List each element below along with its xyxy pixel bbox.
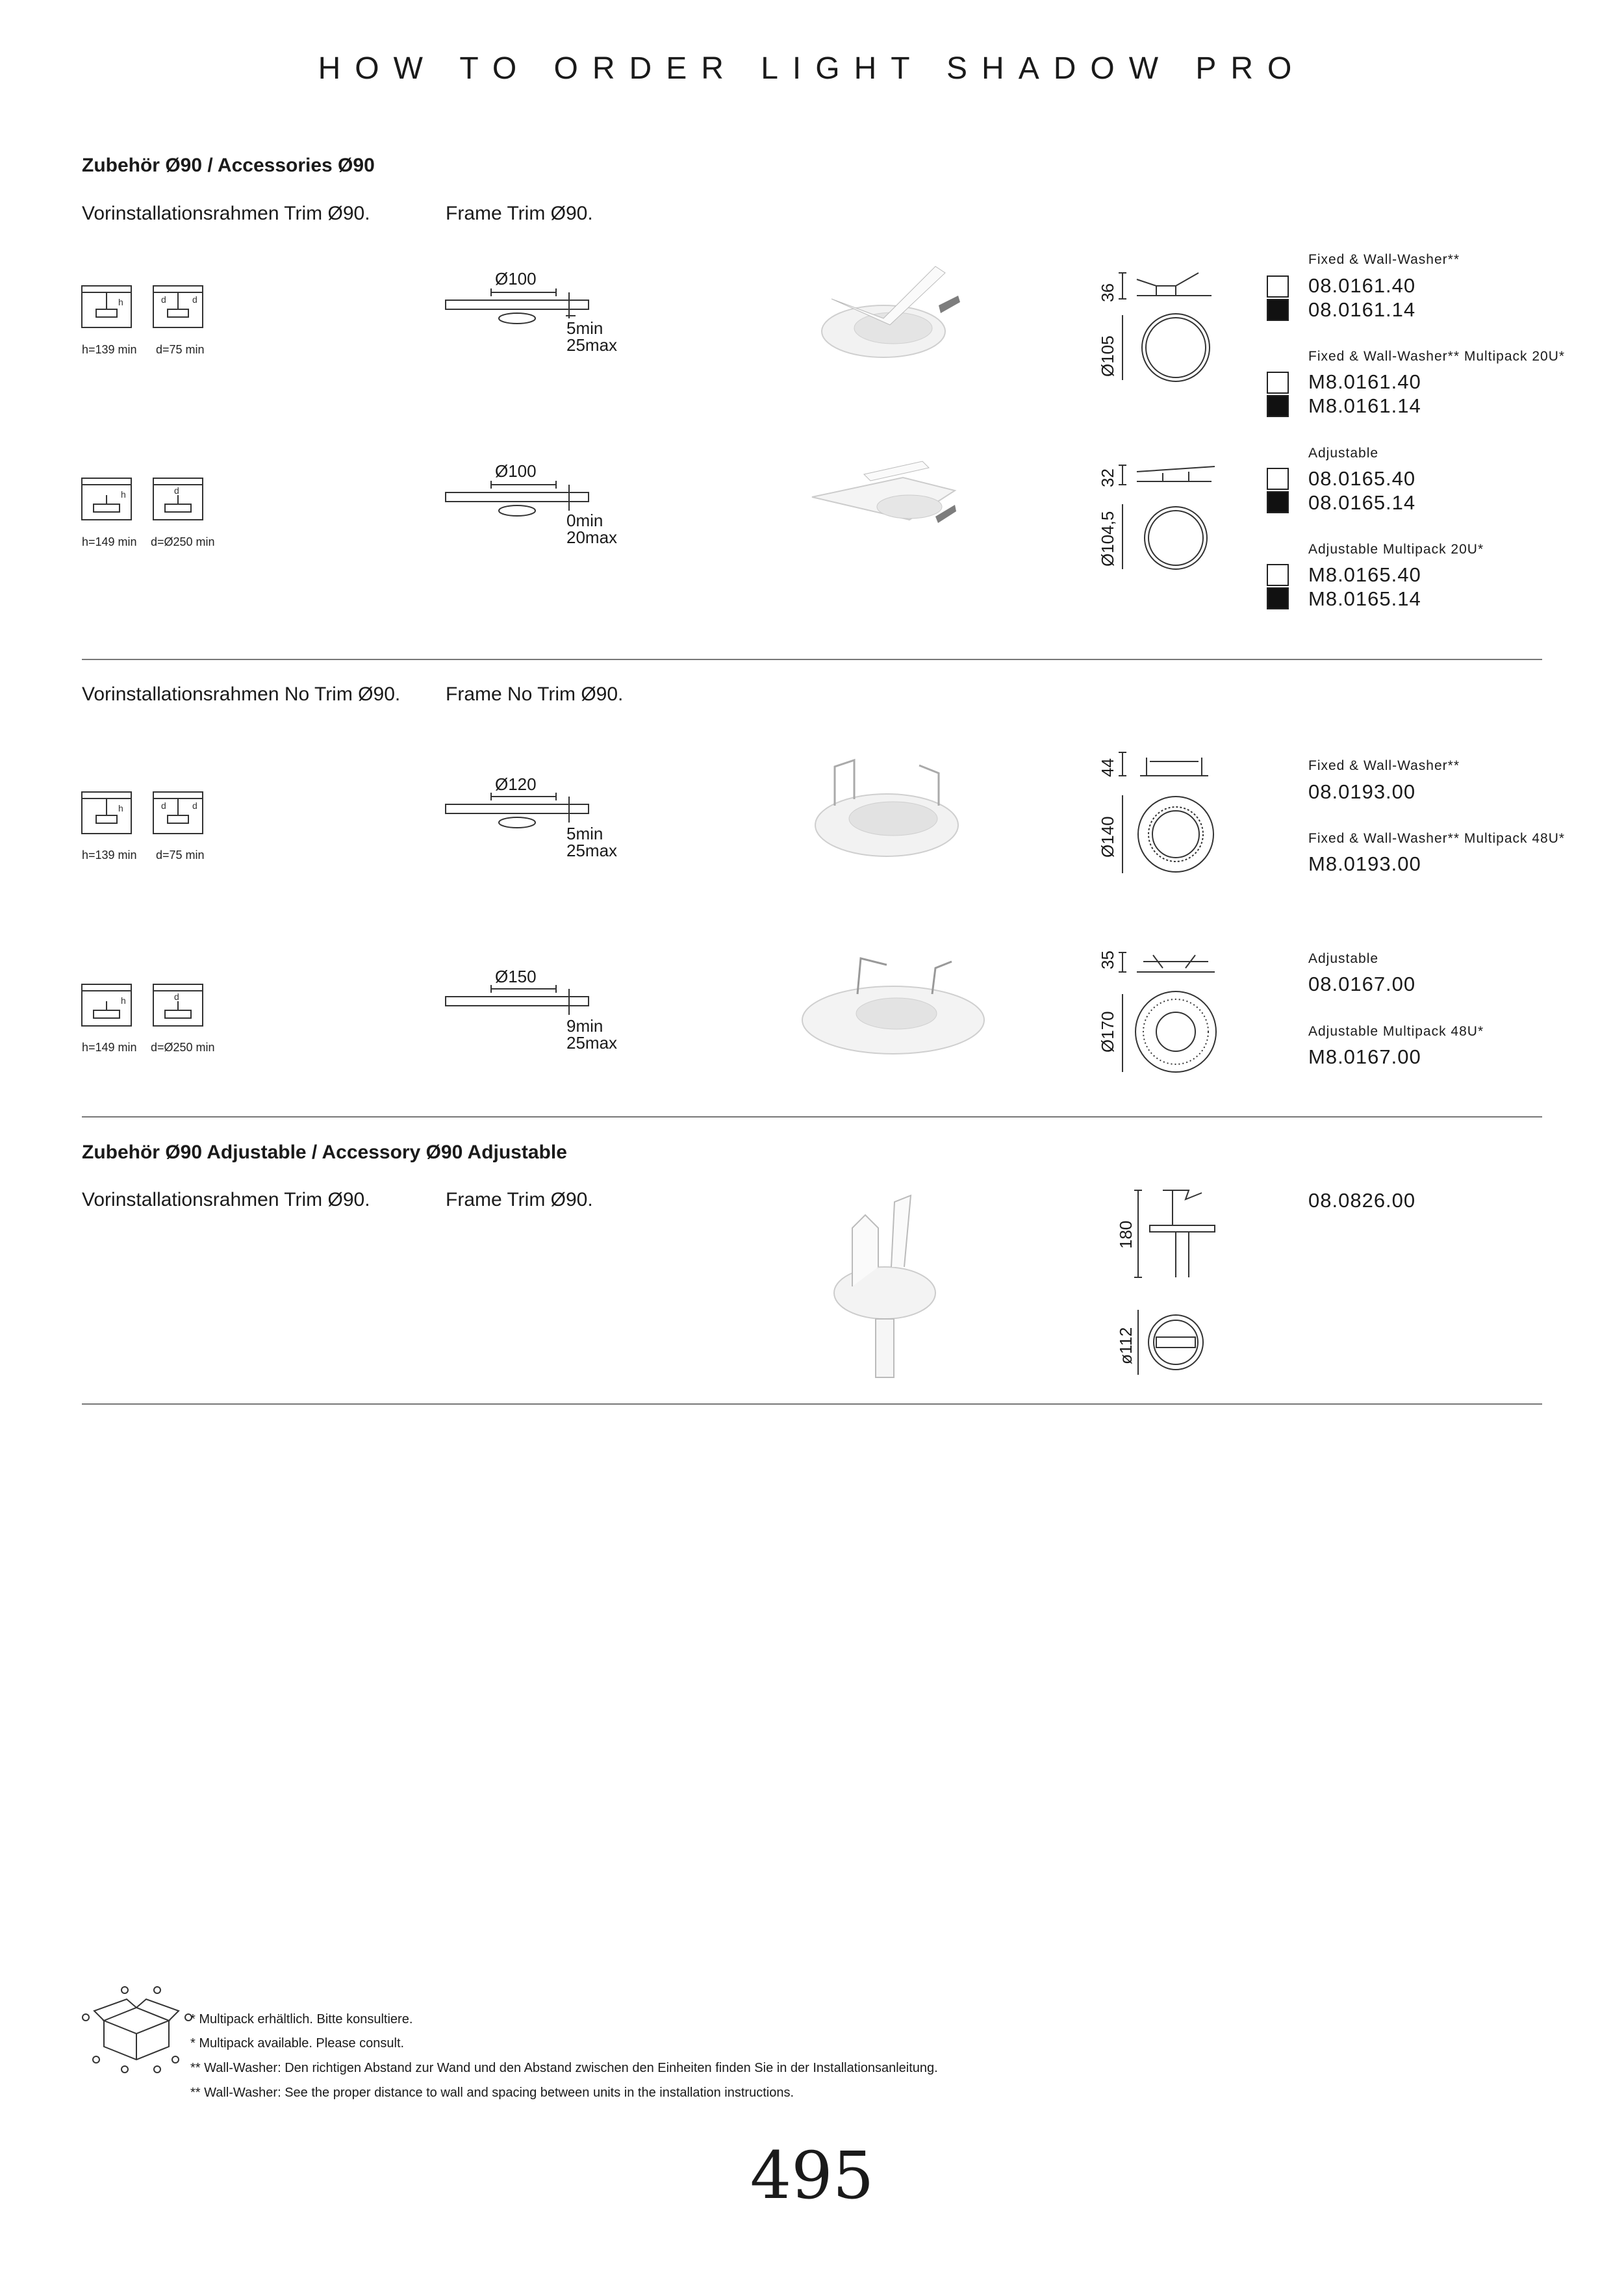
d-min-label: d=75 min <box>156 849 205 862</box>
svg-text:h: h <box>121 995 126 1006</box>
svg-text:d: d <box>161 800 166 811</box>
option-caption: Adjustable <box>1308 446 1379 461</box>
dimension-drawing <box>1104 750 1234 880</box>
order-code: 08.0193.00 <box>1308 780 1416 803</box>
svg-text:d: d <box>174 485 179 496</box>
option-caption: Adjustable Multipack 48U* <box>1308 1024 1484 1039</box>
option-caption: Fixed & Wall-Washer** <box>1308 252 1460 267</box>
black-swatch <box>1267 299 1289 321</box>
section1-label-en: Frame Trim Ø90. <box>446 203 593 224</box>
footnote: * Multipack erhältlich. Bitte konsultiere. <box>190 2012 413 2026</box>
page-number: 495 <box>750 2138 874 2214</box>
svg-text:d: d <box>192 800 197 811</box>
option-caption: Fixed & Wall-Washer** Multipack 20U* <box>1308 349 1566 364</box>
order-code: 08.0167.00 <box>1308 973 1416 995</box>
ceiling-install-icon <box>82 789 218 848</box>
dimension-drawing <box>1104 459 1234 582</box>
diameter-dim: Ø170 <box>1098 1011 1117 1053</box>
section3-label-de: Vorinstallationsrahmen Trim Ø90. <box>82 1189 370 1210</box>
option-caption: Fixed & Wall-Washer** <box>1308 758 1460 773</box>
frame-min: 5min <box>566 824 603 843</box>
diameter-dim: Ø104,5 <box>1098 511 1117 567</box>
product-render <box>809 754 965 864</box>
order-code-black: M8.0161.14 <box>1308 394 1421 417</box>
ceiling-install-icon <box>82 476 218 534</box>
order-code: M8.0193.00 <box>1308 852 1421 875</box>
option-caption: Fixed & Wall-Washer** Multipack 48U* <box>1308 831 1566 846</box>
height-dim: 32 <box>1098 468 1117 487</box>
section1-label-de: Vorinstallationsrahmen Trim Ø90. <box>82 203 370 224</box>
svg-text:h: h <box>118 297 123 307</box>
order-code-white: M8.0165.40 <box>1308 563 1421 586</box>
frame-diameter: Ø100 <box>495 461 537 481</box>
white-swatch <box>1267 275 1289 298</box>
white-swatch <box>1267 468 1289 490</box>
section2-label-de: Vorinstallationsrahmen No Trim Ø90. <box>82 683 401 705</box>
section3-label-en: Frame Trim Ø90. <box>446 1189 593 1210</box>
section3-heading: Zubehör Ø90 Adjustable / Accessory Ø90 Adjustable <box>82 1142 567 1163</box>
diameter-dim: ø112 <box>1116 1327 1136 1364</box>
divider <box>82 659 1542 660</box>
white-swatch <box>1267 564 1289 586</box>
height-dim: 44 <box>1098 758 1117 777</box>
order-code-white: 08.0165.40 <box>1308 467 1416 490</box>
order-code-white: M8.0161.40 <box>1308 370 1421 393</box>
page-title: HOW TO ORDER LIGHT SHADOW PRO <box>318 51 1306 86</box>
frame-diameter: Ø120 <box>495 774 537 794</box>
frame-min: 0min <box>566 511 603 530</box>
order-code: M8.0167.00 <box>1308 1045 1421 1068</box>
footnote: * Multipack available. Please consult. <box>190 2036 405 2050</box>
h-min-label: h=149 min <box>82 535 137 548</box>
multipack-box-icon <box>78 1985 208 2082</box>
height-dim: 180 <box>1116 1220 1136 1249</box>
dimension-drawing <box>1130 1186 1234 1381</box>
black-swatch <box>1267 395 1289 417</box>
height-dim: 36 <box>1098 283 1117 302</box>
h-min-label: h=139 min <box>82 849 137 862</box>
frame-max: 25max <box>566 335 618 355</box>
order-code-black: M8.0165.14 <box>1308 587 1421 610</box>
frame-max: 20max <box>566 528 618 547</box>
svg-text:d: d <box>192 294 197 305</box>
section1-heading: Zubehör Ø90 / Accessories Ø90 <box>82 155 375 176</box>
d-min-label: d=Ø250 min <box>151 1041 215 1054</box>
white-swatch <box>1267 372 1289 394</box>
height-dim: 35 <box>1098 951 1117 969</box>
svg-text:h: h <box>121 489 126 500</box>
order-code-black: 08.0165.14 <box>1308 491 1416 514</box>
dimension-drawing <box>1104 266 1234 396</box>
divider <box>82 1403 1542 1405</box>
frame-diameter: Ø150 <box>495 967 537 986</box>
order-code-black: 08.0161.14 <box>1308 298 1416 321</box>
dimension-drawing <box>1104 949 1234 1079</box>
svg-text:h: h <box>118 803 123 813</box>
frame-min: 9min <box>566 1016 603 1036</box>
diameter-dim: Ø140 <box>1098 816 1117 858</box>
divider <box>82 1116 1542 1118</box>
svg-text:d: d <box>161 294 166 305</box>
section2-label-en: Frame No Trim Ø90. <box>446 683 624 705</box>
option-caption: Adjustable Multipack 20U* <box>1308 542 1484 557</box>
d-min-label: d=Ø250 min <box>151 535 215 548</box>
diameter-dim: Ø105 <box>1098 335 1117 377</box>
ceiling-install-icon <box>82 283 218 342</box>
frame-max: 25max <box>566 841 618 860</box>
ceiling-install-icon <box>82 982 218 1040</box>
black-swatch <box>1267 491 1289 513</box>
footnote: ** Wall-Washer: See the proper distance to wall and spacing between units in the installation instructions. <box>190 2086 794 2100</box>
svg-text:d: d <box>174 991 179 1002</box>
h-min-label: h=149 min <box>82 1041 137 1054</box>
order-code: 08.0826.00 <box>1308 1189 1416 1212</box>
option-caption: Adjustable <box>1308 951 1379 966</box>
frame-max: 25max <box>566 1033 618 1053</box>
product-render <box>806 458 961 549</box>
h-min-label: h=139 min <box>82 343 137 356</box>
order-code-white: 08.0161.40 <box>1308 274 1416 297</box>
frame-min: 5min <box>566 318 603 338</box>
product-render <box>796 949 991 1059</box>
black-swatch <box>1267 587 1289 609</box>
d-min-label: d=75 min <box>156 343 205 356</box>
product-render <box>820 1189 950 1384</box>
footnote: ** Wall-Washer: Den richtigen Abstand zur Wand und den Abstand zwischen den Einheiten finden Sie in der Installationsanleitung. <box>190 2061 938 2075</box>
frame-diameter: Ø100 <box>495 269 537 288</box>
product-render <box>806 260 961 364</box>
